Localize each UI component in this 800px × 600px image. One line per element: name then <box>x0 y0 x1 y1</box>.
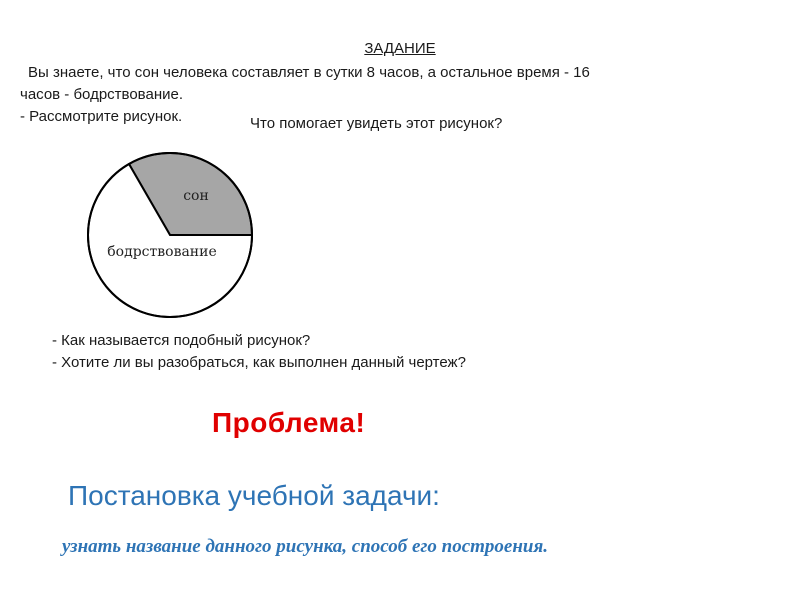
intro-line-2: часов - бодрствование. <box>20 86 183 103</box>
questions-block <box>52 330 652 374</box>
task-heading: Постановка учебной задачи: <box>68 480 440 511</box>
intro-line-3: - Рассмотрите рисунок. <box>20 108 183 125</box>
intro-line-1: Вы знаете, что сон человека составляет в сутки 8 часов, а остальное время - 16 <box>28 64 590 81</box>
problem-label: Проблема! <box>212 407 366 438</box>
pie-label-2: бодрствование <box>107 244 217 260</box>
task-title: ЗАДАНИЕ <box>364 40 436 57</box>
question-name: - Как называется подобный рисунок? <box>52 332 311 349</box>
question-how: - Хотите ли вы разобраться, как выполнен данный чертеж? <box>52 354 466 371</box>
pie-chart <box>70 150 270 320</box>
task-goal: узнать название данного рисунка, способ его построения. <box>62 536 549 557</box>
pie-label-1: сон <box>183 188 209 204</box>
question-what-helps: Что помогает увидеть этот рисунок? <box>250 115 503 132</box>
